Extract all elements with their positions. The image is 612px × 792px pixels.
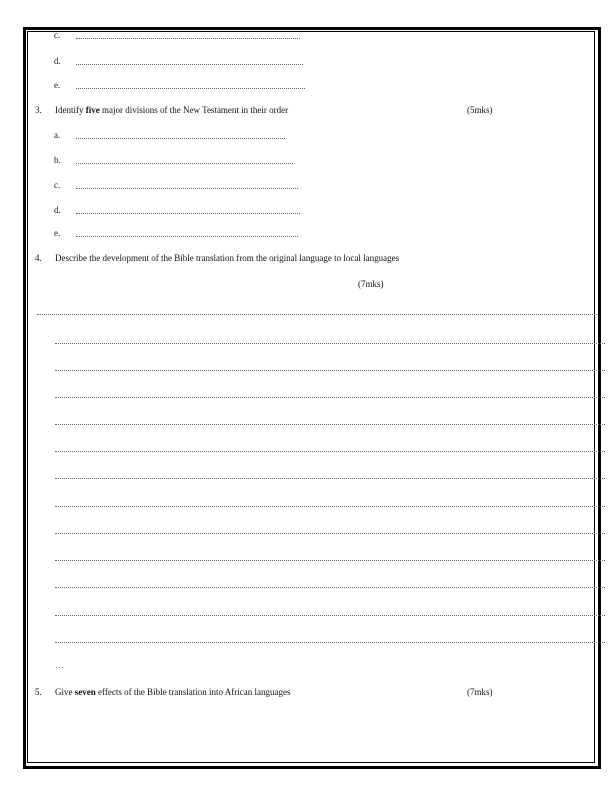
item-letter: c. xyxy=(54,180,61,190)
question-text: Describe the development of the Bible translation from the original language to local languages xyxy=(55,253,400,263)
question-text xyxy=(55,687,291,698)
question-text xyxy=(55,105,288,116)
answer-line[interactable] xyxy=(55,642,605,643)
answer-line[interactable] xyxy=(76,188,298,189)
item-letter: e. xyxy=(54,80,61,90)
marks-label: (5mks) xyxy=(467,105,493,115)
answer-line[interactable] xyxy=(37,314,597,315)
answer-line[interactable] xyxy=(76,88,305,89)
answer-line[interactable] xyxy=(76,138,285,139)
emphasis: seven xyxy=(74,687,96,697)
answer-line[interactable] xyxy=(55,478,605,479)
answer-line[interactable] xyxy=(76,38,300,39)
ellipsis: … xyxy=(55,660,64,670)
answer-line[interactable] xyxy=(55,587,605,588)
question-number: 3. xyxy=(35,105,42,115)
text: effects of the Bible translation into African languages xyxy=(95,687,291,697)
marks-label: (7mks) xyxy=(358,279,384,289)
answer-line[interactable] xyxy=(55,397,605,398)
answer-line[interactable] xyxy=(76,236,298,237)
answer-line[interactable] xyxy=(76,213,300,214)
answer-line[interactable] xyxy=(55,615,605,616)
item-letter: e. xyxy=(54,228,61,238)
item-letter: a. xyxy=(54,130,61,140)
text: Identify xyxy=(55,105,86,115)
answer-line[interactable] xyxy=(55,424,605,425)
answer-line[interactable] xyxy=(55,533,605,534)
answer-line[interactable] xyxy=(55,370,605,371)
text: major divisions of the New Testament in their order xyxy=(99,105,289,115)
answer-line[interactable] xyxy=(76,163,293,164)
text: Give xyxy=(55,687,75,697)
question-number: 5. xyxy=(35,687,42,697)
answer-line[interactable] xyxy=(55,343,605,344)
emphasis: five xyxy=(85,105,100,115)
answer-line[interactable] xyxy=(55,506,605,507)
answer-line[interactable] xyxy=(55,560,605,561)
item-letter: c. xyxy=(54,30,61,40)
item-letter: d. xyxy=(54,56,61,66)
answer-line[interactable] xyxy=(55,451,605,452)
marks-label: (7mks) xyxy=(467,687,493,697)
question-number: 4. xyxy=(35,253,42,263)
item-letter: d. xyxy=(54,205,61,215)
answer-line[interactable] xyxy=(76,64,303,65)
item-letter: b. xyxy=(54,155,61,165)
